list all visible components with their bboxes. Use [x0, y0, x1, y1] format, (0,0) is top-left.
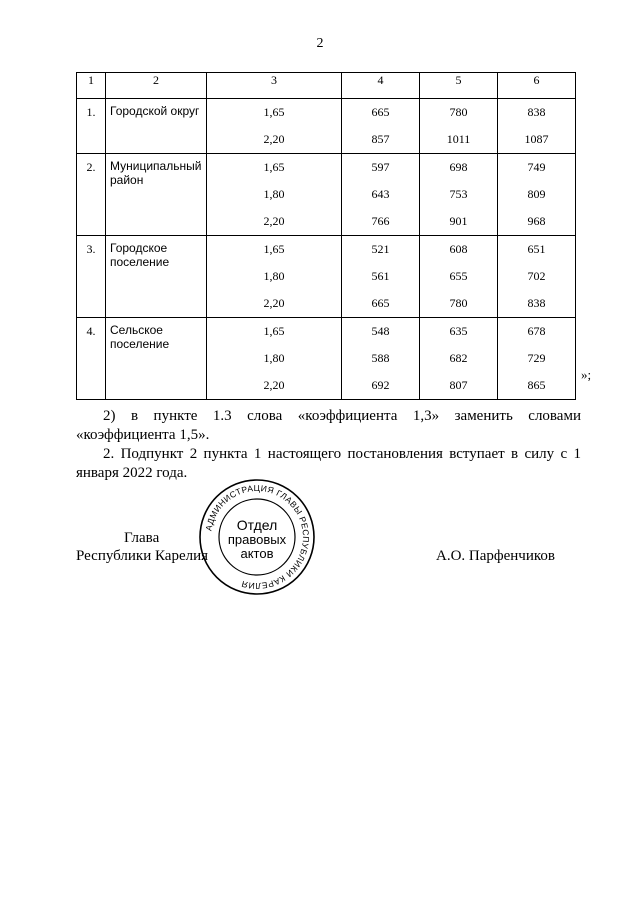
- page-number: 2: [316, 36, 324, 51]
- table-header-row: [77, 73, 576, 99]
- stamp-line-3: актов: [240, 546, 274, 561]
- value-cell: 749 809 968: [498, 154, 576, 236]
- table-row: [77, 154, 576, 236]
- header-cell: 6: [498, 73, 576, 99]
- coefficient-cell: 1,65 2,20: [207, 99, 342, 154]
- header-cell: 5: [420, 73, 498, 99]
- row-number: 3.: [77, 236, 106, 318]
- value-cell: 521 561 665: [342, 236, 420, 318]
- coefficient-cell: 1,65 1,80 2,20: [207, 318, 342, 400]
- signatory-name: А.О. Парфенчиков: [436, 548, 555, 564]
- paragraph-amendment: 2) в пункте 1.3 слова «коэффициента 1,3» заменить словами «коэффициента 1,5».: [76, 408, 581, 443]
- value-cell: 597 643 766: [342, 154, 420, 236]
- table-row: [77, 236, 576, 318]
- value-cell: 780 1011: [420, 99, 498, 154]
- stamp-ring-text: АДМИНИСТРАЦИЯ ГЛАВЫ РЕСПУБЛИКИ КАРЕЛИЯ: [203, 482, 312, 592]
- signatory-organization: Республики Карелия: [76, 548, 209, 564]
- value-cell: 838 1087: [498, 99, 576, 154]
- header-cell: 1: [77, 73, 106, 99]
- value-cell: 548 588 692: [342, 318, 420, 400]
- header-cell: 2: [106, 73, 207, 99]
- row-number: 2.: [77, 154, 106, 236]
- territory-name: Муниципальный район: [106, 154, 207, 236]
- value-cell: 608 655 780: [420, 236, 498, 318]
- paragraph-effective-date: 2. Подпункт 2 пункта 1 настоящего постановления вступает в силу с 1 января 2022 года.: [76, 446, 581, 481]
- header-cell: 4: [342, 73, 420, 99]
- table-row: [77, 99, 576, 154]
- official-stamp: [198, 478, 316, 596]
- coefficient-table: [76, 72, 576, 400]
- territory-name: Сельское поселение: [106, 318, 207, 400]
- stamp-line-2: правовых: [227, 532, 287, 547]
- coefficient-cell: 1,65 1,80 2,20: [207, 154, 342, 236]
- value-cell: 651 702 838: [498, 236, 576, 318]
- value-cell: 698 753 901: [420, 154, 498, 236]
- closing-quote-mark: »;: [581, 367, 592, 382]
- value-cell: 665 857: [342, 99, 420, 154]
- coefficient-cell: 1,65 1,80 2,20: [207, 236, 342, 318]
- territory-name: Городское поселение: [106, 236, 207, 318]
- stamp-line-1: Отдел: [236, 517, 278, 533]
- row-number: 4.: [77, 318, 106, 400]
- value-cell: 635 682 807: [420, 318, 498, 400]
- header-cell: 3: [207, 73, 342, 99]
- table-row: [77, 318, 576, 400]
- territory-name: Городской округ: [106, 99, 207, 154]
- signatory-title: Глава: [124, 530, 160, 546]
- row-number: 1.: [77, 99, 106, 154]
- value-cell: 678 729 865: [498, 318, 576, 400]
